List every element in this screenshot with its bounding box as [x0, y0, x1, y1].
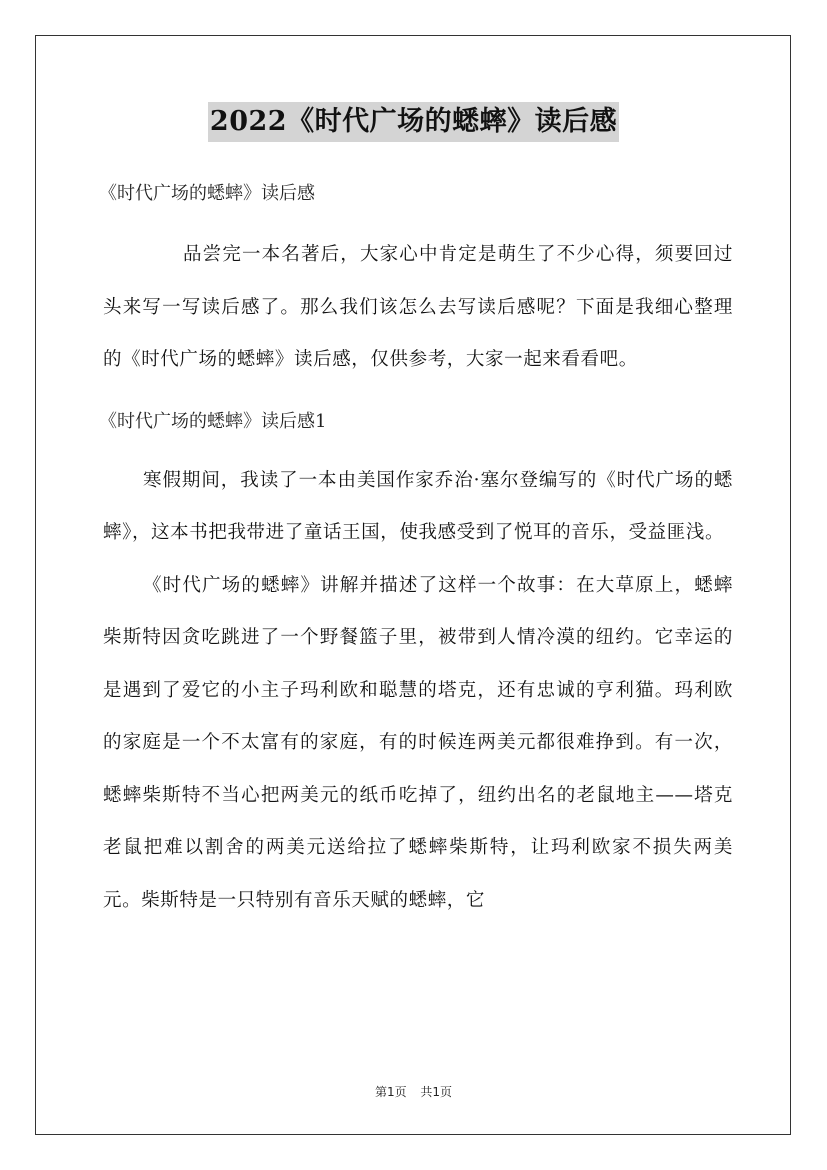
page-number-total: 共1页 [420, 1085, 453, 1099]
body-paragraph-2: 《时代广场的蟋蟀》讲解并描述了这样一个故事：在大草原上，蟋蟀柴斯特因贪吃跳进了一个野餐篮子里，被带到人情冷漠的纽约。它幸运的是遇到了爱它的小主子玛利欧和聪慧的塔克，还有忠诚的亨利猫。玛利欧的家庭是一个不太富有的家庭，有的时候连两美元都很难挣到。有一次，蟋蟀柴斯特不当心把两美元的纸币吃掉了，纽约出名的老鼠地主——塔克老鼠把难以割舍的两美元送给拉了蟋蟀柴斯特，让玛利欧家不损失两美元。柴斯特是一只特别有音乐天赋的蟋蟀，它 [103, 574, 733, 911]
page-number-current: 第1页 [374, 1085, 407, 1099]
document-title [0, 100, 827, 142]
intro-paragraph: 品尝完一本名著后，大家心中肯定是萌生了不少心得，须要回过头来写一写读后感了。那么我们该怎么去写读后感呢？下面是我细心整理的《时代广场的蟋蟀》读后感，仅供参考，大家一起来看看吧。 [103, 244, 733, 370]
body-paragraph-1: 寒假期间，我读了一本由美国作家乔治·塞尔登编写的《时代广场的蟋蟀》，这本书把我带进了童话王国，使我感受到了悦耳的音乐，受益匪浅。 [103, 469, 733, 543]
document-subtitle: 《时代广场的蟋蟀》读后感 [99, 183, 315, 204]
page-footer [0, 1083, 827, 1100]
section-heading: 《时代广场的蟋蟀》读后感1 [99, 410, 327, 432]
document-title-text: 2022《时代广场的蟋蟀》读后感 [208, 102, 619, 142]
document-body [99, 175, 733, 927]
